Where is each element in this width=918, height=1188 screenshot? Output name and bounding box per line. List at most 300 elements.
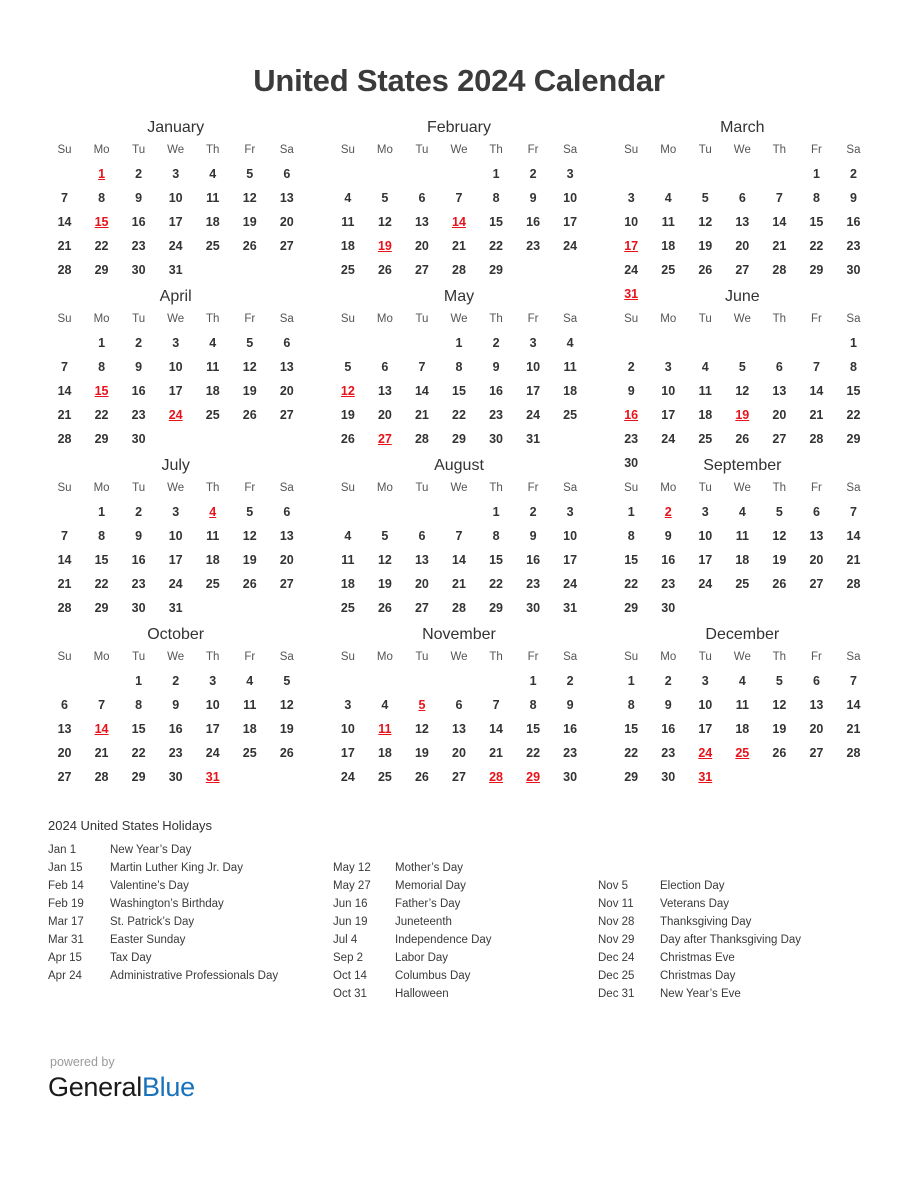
day-cell[interactable]: 13 [809, 698, 824, 713]
day-cell[interactable]: 24 [698, 577, 713, 592]
day-cell[interactable]: 30 [661, 770, 676, 785]
day-cell[interactable]: 18 [735, 553, 750, 568]
day-cell[interactable]: 17 [168, 384, 183, 399]
day-cell[interactable]: 9 [135, 529, 143, 544]
day-cell[interactable]: 27 [414, 263, 429, 278]
day-cell[interactable]: 12 [377, 553, 392, 568]
day-cell[interactable]: 12 [772, 698, 787, 713]
day-cell[interactable]: 6 [738, 191, 746, 206]
day-cell[interactable]: 15 [489, 553, 503, 568]
day-cell[interactable]: 9 [492, 360, 500, 375]
day-cell[interactable]: 31 [526, 432, 541, 447]
day-cell[interactable]: 6 [812, 674, 820, 689]
day-cell[interactable]: 3 [566, 505, 574, 520]
day-cell[interactable]: 11 [735, 529, 749, 544]
day-cell[interactable]: 15 [94, 553, 109, 568]
day-cell[interactable]: 13 [735, 215, 750, 230]
day-cell[interactable]: 20 [279, 384, 294, 399]
day-cell[interactable]: 25 [340, 601, 355, 616]
day-cell[interactable]: 13 [414, 553, 429, 568]
day-cell[interactable]: 24 [168, 577, 183, 592]
day-cell[interactable]: 9 [135, 360, 143, 375]
day-cell[interactable]: 10 [168, 191, 183, 206]
day-cell-holiday[interactable]: 5 [418, 698, 426, 713]
day-cell[interactable]: 7 [61, 360, 68, 375]
day-cell[interactable]: 31 [563, 601, 578, 616]
day-cell-holiday[interactable]: 17 [624, 239, 639, 254]
day-cell[interactable]: 5 [344, 360, 352, 375]
day-cell[interactable]: 27 [809, 577, 824, 592]
day-cell[interactable]: 9 [664, 529, 672, 544]
day-cell[interactable]: 3 [172, 505, 180, 520]
day-cell[interactable]: 19 [242, 215, 257, 230]
day-cell[interactable]: 4 [344, 529, 352, 544]
day-cell[interactable]: 10 [168, 360, 183, 375]
day-cell[interactable]: 18 [340, 577, 355, 592]
day-cell[interactable]: 5 [775, 505, 783, 520]
day-cell[interactable]: 14 [57, 384, 72, 399]
day-cell-holiday[interactable]: 4 [209, 505, 217, 520]
day-cell[interactable]: 25 [563, 408, 578, 423]
day-cell[interactable]: 12 [414, 722, 429, 737]
day-cell-holiday[interactable]: 15 [94, 215, 109, 230]
day-cell[interactable]: 7 [492, 698, 500, 713]
day-cell[interactable]: 2 [135, 336, 143, 351]
day-cell[interactable]: 22 [526, 746, 541, 761]
day-cell[interactable]: 4 [738, 674, 746, 689]
day-cell[interactable]: 2 [529, 167, 537, 182]
day-cell[interactable]: 24 [340, 770, 355, 785]
day-cell[interactable]: 14 [489, 722, 503, 737]
day-cell[interactable]: 15 [809, 215, 824, 230]
day-cell[interactable]: 22 [94, 408, 109, 423]
day-cell[interactable]: 3 [172, 336, 180, 351]
day-cell[interactable]: 1 [849, 336, 857, 351]
day-cell-holiday[interactable]: 14 [452, 215, 466, 230]
day-cell[interactable]: 16 [661, 553, 676, 568]
day-cell[interactable]: 11 [698, 384, 712, 399]
day-cell[interactable]: 9 [664, 698, 672, 713]
day-cell[interactable]: 3 [209, 674, 217, 689]
day-cell[interactable]: 8 [135, 698, 143, 713]
day-cell[interactable]: 10 [168, 529, 183, 544]
day-cell[interactable]: 18 [563, 384, 578, 399]
day-cell[interactable]: 15 [131, 722, 146, 737]
day-cell[interactable]: 18 [661, 239, 676, 254]
day-cell[interactable]: 30 [563, 770, 578, 785]
day-cell[interactable]: 13 [279, 529, 294, 544]
day-cell[interactable]: 8 [812, 191, 820, 206]
day-cell[interactable]: 23 [131, 239, 146, 254]
day-cell[interactable]: 14 [414, 384, 429, 399]
day-cell[interactable]: 27 [735, 263, 750, 278]
day-cell[interactable]: 3 [566, 167, 574, 182]
day-cell[interactable]: 29 [131, 770, 146, 785]
day-cell[interactable]: 24 [168, 239, 183, 254]
day-cell[interactable]: 6 [812, 505, 820, 520]
day-cell[interactable]: 13 [279, 191, 294, 206]
day-cell[interactable]: 16 [563, 722, 578, 737]
day-cell[interactable]: 4 [344, 191, 352, 206]
day-cell[interactable]: 13 [279, 360, 294, 375]
day-cell[interactable]: 13 [57, 722, 72, 737]
day-cell[interactable]: 27 [279, 239, 294, 254]
day-cell[interactable]: 11 [661, 215, 675, 230]
day-cell[interactable]: 10 [205, 698, 220, 713]
day-cell[interactable]: 24 [563, 577, 578, 592]
day-cell[interactable]: 10 [661, 384, 676, 399]
day-cell[interactable]: 2 [172, 674, 180, 689]
day-cell[interactable]: 18 [698, 408, 713, 423]
day-cell[interactable]: 20 [279, 553, 294, 568]
day-cell[interactable]: 1 [98, 505, 106, 520]
day-cell[interactable]: 10 [624, 215, 639, 230]
day-cell[interactable]: 6 [455, 698, 463, 713]
day-cell[interactable]: 13 [414, 215, 429, 230]
day-cell[interactable]: 23 [131, 408, 146, 423]
day-cell[interactable]: 19 [772, 722, 787, 737]
day-cell[interactable]: 7 [849, 674, 857, 689]
day-cell[interactable]: 4 [209, 167, 217, 182]
day-cell[interactable]: 28 [452, 601, 466, 616]
day-cell[interactable]: 29 [94, 432, 109, 447]
day-cell[interactable]: 2 [849, 167, 857, 182]
day-cell[interactable]: 8 [627, 529, 635, 544]
day-cell[interactable]: 23 [131, 577, 146, 592]
day-cell[interactable]: 1 [455, 336, 463, 351]
day-cell[interactable]: 26 [377, 601, 392, 616]
day-cell[interactable]: 9 [529, 191, 537, 206]
day-cell[interactable]: 5 [701, 191, 709, 206]
day-cell-holiday[interactable]: 27 [377, 432, 392, 447]
day-cell[interactable]: 29 [489, 263, 503, 278]
day-cell[interactable]: 16 [846, 215, 861, 230]
day-cell[interactable]: 25 [661, 263, 676, 278]
day-cell[interactable]: 1 [627, 674, 635, 689]
day-cell[interactable]: 8 [492, 191, 500, 206]
day-cell[interactable]: 21 [94, 746, 109, 761]
day-cell[interactable]: 26 [242, 239, 257, 254]
day-cell[interactable]: 8 [98, 529, 106, 544]
day-cell[interactable]: 13 [772, 384, 787, 399]
day-cell[interactable]: 1 [492, 505, 500, 520]
day-cell-holiday[interactable]: 16 [624, 408, 639, 423]
day-cell[interactable]: 15 [624, 553, 639, 568]
day-cell[interactable]: 1 [627, 505, 635, 520]
day-cell[interactable]: 12 [279, 698, 294, 713]
day-cell[interactable]: 25 [205, 408, 220, 423]
day-cell[interactable]: 21 [452, 239, 466, 254]
day-cell[interactable]: 14 [57, 553, 72, 568]
day-cell[interactable]: 23 [526, 577, 541, 592]
day-cell[interactable]: 29 [489, 601, 503, 616]
day-cell[interactable]: 27 [414, 601, 429, 616]
day-cell[interactable]: 17 [205, 722, 220, 737]
day-cell-holiday[interactable]: 15 [94, 384, 109, 399]
day-cell[interactable]: 28 [94, 770, 109, 785]
day-cell-holiday[interactable]: 31 [205, 770, 220, 785]
day-cell[interactable]: 5 [738, 360, 746, 375]
day-cell[interactable]: 30 [846, 263, 861, 278]
day-cell[interactable]: 11 [206, 191, 220, 206]
day-cell[interactable]: 20 [452, 746, 466, 761]
day-cell[interactable]: 7 [61, 191, 68, 206]
day-cell[interactable]: 20 [414, 239, 429, 254]
day-cell[interactable]: 20 [57, 746, 72, 761]
day-cell[interactable]: 9 [849, 191, 857, 206]
day-cell[interactable]: 30 [624, 456, 639, 471]
day-cell[interactable]: 30 [131, 432, 146, 447]
day-cell[interactable]: 24 [526, 408, 541, 423]
day-cell[interactable]: 6 [283, 336, 291, 351]
day-cell[interactable]: 9 [566, 698, 574, 713]
day-cell[interactable]: 21 [57, 239, 72, 254]
day-cell[interactable]: 27 [772, 432, 787, 447]
day-cell[interactable]: 23 [526, 239, 541, 254]
day-cell[interactable]: 30 [489, 432, 503, 447]
day-cell[interactable]: 26 [340, 432, 355, 447]
day-cell[interactable]: 22 [489, 239, 503, 254]
day-cell[interactable]: 20 [809, 553, 824, 568]
day-cell-holiday[interactable]: 31 [624, 287, 639, 302]
day-cell[interactable]: 17 [168, 553, 183, 568]
day-cell[interactable]: 1 [812, 167, 820, 182]
day-cell[interactable]: 24 [563, 239, 578, 254]
day-cell[interactable]: 7 [812, 360, 820, 375]
day-cell[interactable]: 5 [381, 191, 389, 206]
day-cell[interactable]: 21 [57, 408, 72, 423]
day-cell[interactable]: 3 [664, 360, 672, 375]
day-cell[interactable]: 26 [772, 746, 787, 761]
day-cell[interactable]: 28 [846, 577, 861, 592]
day-cell[interactable]: 15 [624, 722, 639, 737]
day-cell[interactable]: 25 [698, 432, 713, 447]
day-cell[interactable]: 2 [566, 674, 574, 689]
day-cell[interactable]: 16 [131, 215, 146, 230]
day-cell[interactable]: 23 [563, 746, 578, 761]
day-cell[interactable]: 26 [414, 770, 429, 785]
day-cell[interactable]: 3 [701, 505, 709, 520]
day-cell[interactable]: 2 [664, 674, 672, 689]
day-cell[interactable]: 4 [664, 191, 672, 206]
day-cell[interactable]: 3 [627, 191, 635, 206]
day-cell[interactable]: 21 [846, 553, 861, 568]
day-cell-holiday[interactable]: 31 [698, 770, 713, 785]
day-cell[interactable]: 11 [563, 360, 577, 375]
day-cell[interactable]: 16 [168, 722, 183, 737]
day-cell[interactable]: 17 [563, 553, 578, 568]
day-cell-holiday[interactable]: 14 [94, 722, 109, 737]
day-cell[interactable]: 13 [809, 529, 824, 544]
day-cell[interactable]: 26 [377, 263, 392, 278]
day-cell[interactable]: 8 [455, 360, 463, 375]
day-cell[interactable]: 23 [661, 746, 676, 761]
day-cell[interactable]: 25 [377, 770, 392, 785]
day-cell[interactable]: 7 [418, 360, 426, 375]
day-cell[interactable]: 14 [809, 384, 824, 399]
day-cell-holiday[interactable]: 1 [98, 167, 106, 182]
day-cell[interactable]: 8 [627, 698, 635, 713]
day-cell[interactable]: 22 [489, 577, 503, 592]
day-cell[interactable]: 5 [246, 167, 254, 182]
day-cell[interactable]: 21 [489, 746, 503, 761]
day-cell-holiday[interactable]: 2 [664, 505, 672, 520]
day-cell[interactable]: 17 [661, 408, 676, 423]
day-cell[interactable]: 12 [698, 215, 713, 230]
day-cell[interactable]: 9 [172, 698, 180, 713]
day-cell[interactable]: 17 [698, 722, 713, 737]
day-cell[interactable]: 19 [279, 722, 294, 737]
day-cell[interactable]: 31 [168, 263, 183, 278]
day-cell[interactable]: 10 [563, 191, 578, 206]
day-cell[interactable]: 7 [849, 505, 857, 520]
day-cell[interactable]: 27 [279, 408, 294, 423]
day-cell[interactable]: 5 [283, 674, 291, 689]
day-cell[interactable]: 20 [772, 408, 787, 423]
day-cell[interactable]: 25 [205, 577, 220, 592]
day-cell[interactable]: 23 [168, 746, 183, 761]
day-cell-holiday[interactable]: 28 [489, 770, 503, 785]
day-cell[interactable]: 10 [340, 722, 355, 737]
day-cell[interactable]: 8 [529, 698, 537, 713]
day-cell[interactable]: 9 [627, 384, 635, 399]
day-cell[interactable]: 29 [94, 601, 109, 616]
day-cell[interactable]: 22 [624, 746, 639, 761]
day-cell[interactable]: 23 [846, 239, 861, 254]
day-cell[interactable]: 22 [94, 577, 109, 592]
day-cell[interactable]: 19 [377, 577, 392, 592]
day-cell[interactable]: 18 [377, 746, 392, 761]
day-cell[interactable]: 2 [135, 505, 143, 520]
day-cell[interactable]: 30 [168, 770, 183, 785]
day-cell[interactable]: 28 [809, 432, 824, 447]
day-cell[interactable]: 20 [279, 215, 294, 230]
day-cell[interactable]: 16 [526, 215, 541, 230]
day-cell[interactable]: 25 [735, 577, 750, 592]
day-cell[interactable]: 29 [846, 432, 861, 447]
day-cell[interactable]: 4 [209, 336, 217, 351]
day-cell[interactable]: 7 [61, 529, 68, 544]
day-cell[interactable]: 5 [381, 529, 389, 544]
day-cell[interactable]: 11 [243, 698, 257, 713]
day-cell[interactable]: 17 [563, 215, 578, 230]
day-cell[interactable]: 19 [340, 408, 355, 423]
day-cell[interactable]: 11 [206, 360, 220, 375]
day-cell[interactable]: 19 [414, 746, 429, 761]
day-cell[interactable]: 12 [772, 529, 787, 544]
day-cell[interactable]: 28 [57, 432, 72, 447]
day-cell[interactable]: 18 [205, 215, 220, 230]
day-cell[interactable]: 17 [526, 384, 541, 399]
day-cell[interactable]: 25 [205, 239, 220, 254]
day-cell[interactable]: 27 [452, 770, 466, 785]
day-cell[interactable]: 9 [529, 529, 537, 544]
day-cell[interactable]: 6 [283, 167, 291, 182]
day-cell[interactable]: 4 [701, 360, 709, 375]
day-cell[interactable]: 16 [131, 553, 146, 568]
day-cell[interactable]: 20 [735, 239, 750, 254]
day-cell[interactable]: 7 [98, 698, 106, 713]
day-cell[interactable]: 14 [57, 215, 72, 230]
day-cell[interactable]: 1 [492, 167, 500, 182]
day-cell[interactable]: 21 [772, 239, 787, 254]
day-cell[interactable]: 3 [172, 167, 180, 182]
day-cell[interactable]: 10 [698, 698, 713, 713]
day-cell[interactable]: 3 [529, 336, 537, 351]
day-cell[interactable]: 24 [624, 263, 639, 278]
day-cell[interactable]: 13 [452, 722, 466, 737]
day-cell[interactable]: 10 [698, 529, 713, 544]
day-cell[interactable]: 18 [735, 722, 750, 737]
day-cell[interactable]: 26 [279, 746, 294, 761]
day-cell[interactable]: 26 [242, 408, 257, 423]
day-cell[interactable]: 29 [624, 770, 639, 785]
day-cell[interactable]: 28 [772, 263, 787, 278]
day-cell[interactable]: 22 [624, 577, 639, 592]
day-cell[interactable]: 17 [698, 553, 713, 568]
day-cell[interactable]: 4 [566, 336, 574, 351]
day-cell[interactable]: 26 [242, 577, 257, 592]
day-cell-holiday[interactable]: 25 [735, 746, 750, 761]
day-cell[interactable]: 7 [455, 191, 463, 206]
day-cell[interactable]: 26 [698, 263, 713, 278]
day-cell[interactable]: 8 [849, 360, 857, 375]
day-cell[interactable]: 2 [529, 505, 537, 520]
day-cell[interactable]: 4 [246, 674, 254, 689]
day-cell[interactable]: 19 [242, 384, 257, 399]
day-cell[interactable]: 30 [526, 601, 541, 616]
day-cell[interactable]: 23 [624, 432, 639, 447]
day-cell[interactable]: 22 [452, 408, 466, 423]
day-cell[interactable]: 14 [772, 215, 787, 230]
day-cell[interactable]: 8 [98, 360, 106, 375]
day-cell[interactable]: 27 [809, 746, 824, 761]
day-cell[interactable]: 11 [341, 553, 355, 568]
day-cell[interactable]: 16 [131, 384, 146, 399]
day-cell[interactable]: 29 [624, 601, 639, 616]
day-cell[interactable]: 14 [846, 529, 861, 544]
day-cell[interactable]: 6 [775, 360, 783, 375]
day-cell[interactable]: 27 [279, 577, 294, 592]
day-cell[interactable]: 28 [57, 601, 72, 616]
day-cell-holiday[interactable]: 12 [340, 384, 355, 399]
day-cell[interactable]: 2 [492, 336, 500, 351]
day-cell[interactable]: 12 [735, 384, 750, 399]
day-cell[interactable]: 6 [418, 191, 426, 206]
day-cell[interactable]: 12 [242, 529, 257, 544]
day-cell[interactable]: 21 [809, 408, 824, 423]
day-cell[interactable]: 10 [563, 529, 578, 544]
day-cell[interactable]: 23 [489, 408, 503, 423]
day-cell[interactable]: 13 [377, 384, 392, 399]
day-cell[interactable]: 16 [661, 722, 676, 737]
day-cell[interactable]: 3 [344, 698, 352, 713]
day-cell[interactable]: 12 [377, 215, 392, 230]
day-cell[interactable]: 12 [242, 360, 257, 375]
day-cell[interactable]: 7 [455, 529, 463, 544]
day-cell[interactable]: 21 [846, 722, 861, 737]
day-cell[interactable]: 18 [242, 722, 257, 737]
day-cell[interactable]: 21 [57, 577, 72, 592]
day-cell[interactable]: 3 [701, 674, 709, 689]
day-cell[interactable]: 5 [246, 336, 254, 351]
day-cell[interactable]: 24 [661, 432, 676, 447]
day-cell[interactable]: 7 [775, 191, 783, 206]
day-cell[interactable]: 2 [135, 167, 143, 182]
day-cell[interactable]: 25 [340, 263, 355, 278]
day-cell[interactable]: 29 [452, 432, 466, 447]
day-cell[interactable]: 11 [735, 698, 749, 713]
